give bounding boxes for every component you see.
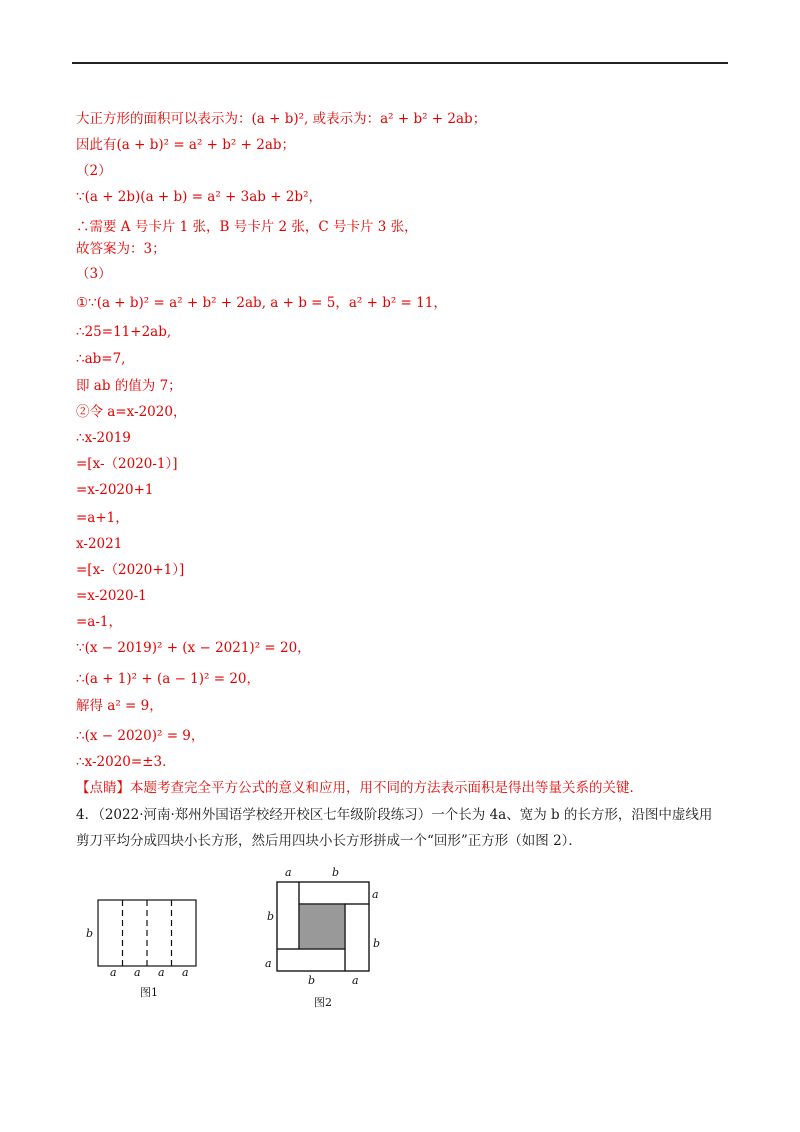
figure2-label: a (352, 974, 359, 987)
figure1-side-label: b (86, 927, 94, 940)
figure2-right-rect (345, 904, 369, 971)
figure2-label: b (332, 866, 340, 879)
figure1-caption: 图1 (140, 986, 158, 999)
text-line: ∴需要 A 号卡片 1 张，B 号卡片 2 张，C 号卡片 3 张， (76, 219, 418, 235)
text-line: ∵(a + 2b)(a + b) = a² + 3ab + 2b²， (76, 189, 322, 205)
text-line: ②令 a=x-2020， (76, 404, 187, 420)
text-line: 4．（2022·河南·郑州外国语学校经开校区七年级阶段练习）一个长为 4a、宽为 b 的长方形，沿图中虚线用 (76, 807, 713, 823)
figure1-bottom-label: a (158, 966, 165, 979)
text-line: ∴25=11+2ab, (76, 324, 172, 340)
text-line: =x-2020+1 (76, 482, 154, 498)
text-line: 解得 a² = 9， (76, 698, 163, 714)
figure2-label: b (308, 974, 316, 987)
text-line: =a-1， (76, 614, 123, 630)
text-line: x-2021 (76, 536, 123, 552)
figure2-label: b (373, 937, 381, 950)
figure2-label: a (285, 866, 292, 879)
figure2-center-square (299, 904, 345, 949)
figure1-bottom-label: a (134, 966, 141, 979)
text-line: =[x-（2020-1）] (76, 456, 178, 472)
text-line: =a+1， (76, 510, 129, 526)
text-line: 剪刀平均分成四块小长方形，然后用四块小长方形拼成一个“回形”正方形（如图 2）． (76, 833, 582, 849)
text-line: 即 ab 的值为 7； (76, 378, 182, 394)
figure2-outer-square (277, 882, 369, 971)
text-line: 【点睛】本题考查完全平方公式的意义和应用，用不同的方法表示面积是得出等量关系的关键． (76, 780, 643, 796)
figure2-label: a (265, 957, 272, 970)
text-line: =x-2020-1 (76, 588, 147, 604)
text-line: 因此有(a + b)² = a² + b² + 2ab； (76, 137, 296, 153)
figure1-bottom-label: a (110, 966, 117, 979)
figure2-bottom-rect (277, 949, 345, 971)
text-line: =[x-（2020+1）] (76, 562, 185, 578)
text-line: （2） (76, 163, 112, 179)
header-rule (72, 62, 728, 64)
figure2-label: b (267, 910, 275, 923)
text-line: ①∵(a + b)² = a² + b² + 2ab, a + b = 5，a² + b² = 11， (76, 295, 447, 311)
text-line: ∴(a + 1)² + (a − 1)² = 20， (76, 671, 261, 687)
text-line: 故答案为：3； (76, 241, 166, 257)
figure2-left-rect (277, 882, 299, 949)
text-line: （3） (76, 266, 112, 282)
text-line: ∴ab=7, (76, 351, 126, 367)
figure1-rectangle (98, 900, 196, 966)
figure2-top-rect (299, 882, 369, 904)
text-line: ∴x-2019 (76, 430, 131, 446)
figure1-bottom-label: a (182, 966, 189, 979)
figure2-caption: 图2 (314, 996, 332, 1009)
text-line: ∴x-2020=±3． (76, 754, 176, 770)
text-line: ∴(x − 2020)² = 9， (76, 728, 205, 744)
text-line: ∵(x − 2019)² + (x − 2021)² = 20， (76, 640, 311, 656)
text-line: 大正方形的面积可以表示为：(a + b)², 或表示为：a² + b² + 2ab； (76, 111, 487, 127)
figure2-label: a (372, 888, 379, 901)
